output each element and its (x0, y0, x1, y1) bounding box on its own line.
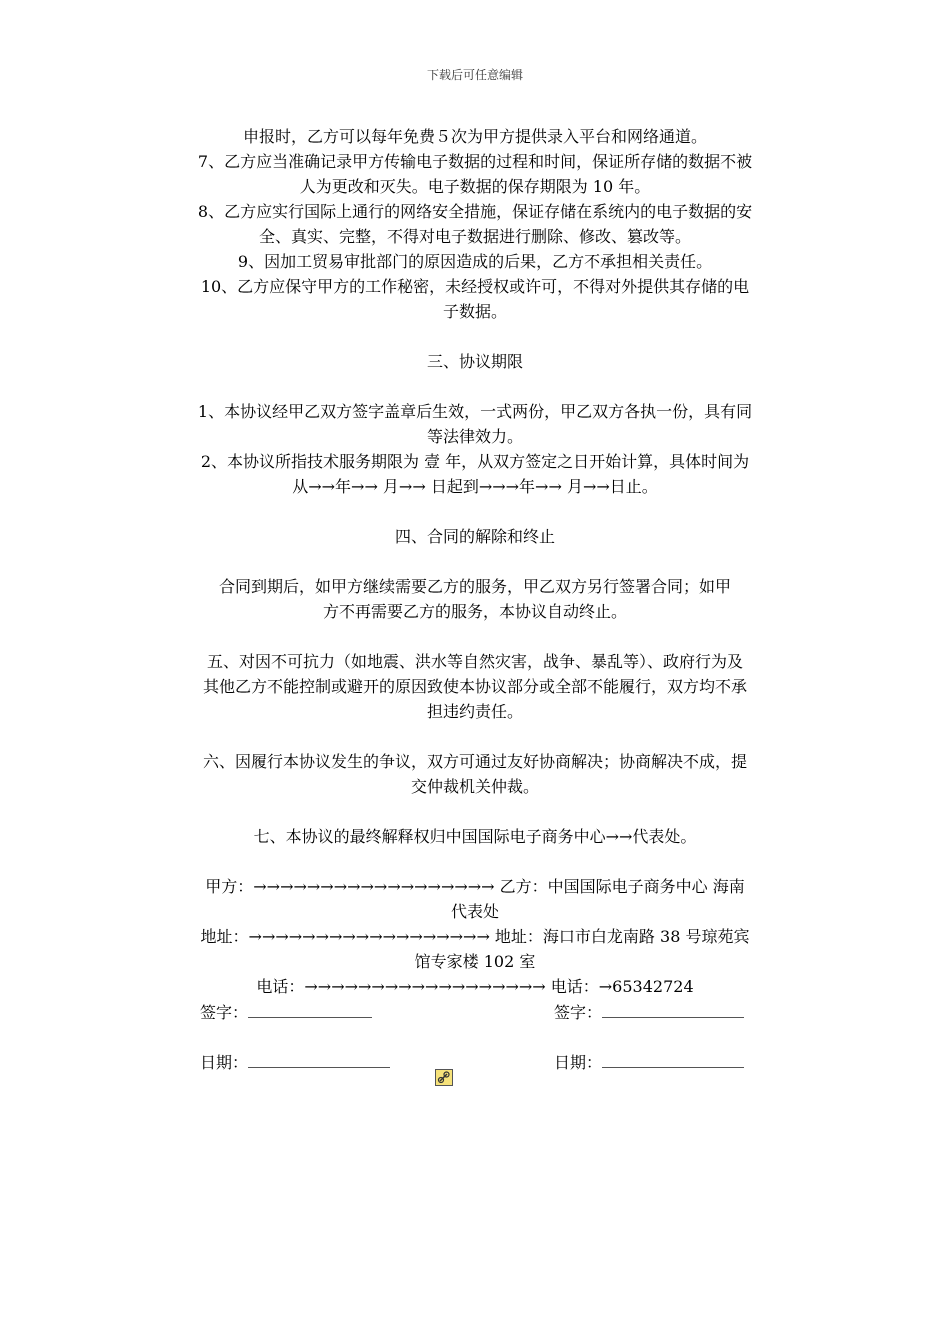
clause-6-tail: 申报时，乙方可以每年免费５次为甲方提供录入平台和网络通道。 (242, 127, 707, 146)
clause-10-line-2: 子数据。 (442, 302, 507, 321)
spacer (148, 624, 802, 649)
termination-line-1: 合同到期后，如甲方继续需要乙方的服务，甲乙双方另行签署合同；如甲 (218, 577, 731, 596)
signature-b (554, 999, 744, 1025)
spacer (148, 799, 802, 824)
term-clause-1-line-1: 1、本协议经甲乙双方签字盖章后生效，一式两份，甲乙双方各执一份，具有同 (197, 402, 753, 421)
party-line: 甲方：→→→→→→→→→→→→→→→→→→ 乙方：中国国际电子商务中心 海南 (205, 877, 745, 896)
clause-10-line-1: 10、乙方应保守甲方的工作秘密，未经授权或许可，不得对外提供其存储的电 (200, 277, 750, 296)
signature-a (200, 999, 372, 1025)
clause-7-line-1: 7、乙方应当准确记录甲方传输电子数据的过程和时间，保证所存储的数据不被 (197, 152, 753, 171)
date-a (200, 1049, 390, 1075)
date-b-label: 日期： (554, 1053, 603, 1072)
document-body (148, 124, 802, 1074)
interpretation-clause: 七、本协议的最终解释权归中国国际电子商务中心→→代表处。 (253, 827, 697, 846)
embedded-object-icon[interactable] (435, 1069, 453, 1086)
spacer (148, 1024, 802, 1049)
clause-8-line-1: 8、乙方应实行国际上通行的网络安全措施，保证存储在系统内的电子数据的安 (197, 202, 753, 221)
term-clause-1-line-2: 等法律效力。 (426, 427, 523, 446)
spacer (148, 724, 802, 749)
date-b (554, 1049, 744, 1075)
link-icon (436, 1070, 452, 1085)
termination-line-2: 方不再需要乙方的服务，本协议自动终止。 (322, 602, 627, 621)
dispute-line-1: 六、因履行本协议发生的争议，双方可通过友好协商解决；协商解决不成，提 (202, 752, 747, 771)
dispute-line-2: 交仲裁机关仲裁。 (410, 777, 539, 796)
party-line-2: 代表处 (450, 902, 499, 921)
section-3-title: 三、协议期限 (426, 352, 523, 371)
term-clause-2-line-2: 从→→年→→ 月→→ 日起到→→→年→→ 月→→日止。 (292, 477, 658, 496)
page-header: 下载后可任意编辑 (426, 68, 523, 82)
signature-row (148, 999, 802, 1024)
phone-line: 电话：→→→→→→→→→→→→→→→→→→ 电话：→65342724 (256, 977, 694, 996)
clause-8-line-2: 全、真实、完整，不得对电子数据进行删除、修改、篡改等。 (258, 227, 691, 246)
force-majeure-line-3: 担违约责任。 (426, 702, 523, 721)
spacer (148, 849, 802, 874)
signature-a-line[interactable] (248, 999, 372, 1018)
signature-a-label: 签字： (200, 1003, 249, 1022)
spacer (148, 374, 802, 399)
signature-b-label: 签字： (554, 1003, 603, 1022)
date-b-line[interactable] (602, 1049, 744, 1068)
date-row (148, 1049, 802, 1074)
spacer (148, 549, 802, 574)
clause-7-line-2: 人为更改和灭失。电子数据的保存期限为 10 年。 (299, 177, 651, 196)
spacer (148, 324, 802, 349)
section-4-title: 四、合同的解除和终止 (394, 527, 555, 546)
force-majeure-line-2: 其他乙方不能控制或避开的原因致使本协议部分或全部不能履行，双方均不承 (202, 677, 747, 696)
address-line-2: 馆专家楼 102 室 (414, 952, 536, 971)
clause-9: 9、因加工贸易审批部门的原因造成的后果，乙方不承担相关责任。 (237, 252, 713, 271)
term-clause-2-line-1: 2、本协议所指技术服务期限为 壹 年，从双方签定之日开始计算，具体时间为 (200, 452, 750, 471)
signature-b-line[interactable] (602, 999, 744, 1018)
date-a-line[interactable] (248, 1049, 390, 1068)
force-majeure-line-1: 五、对因不可抗力（如地震、洪水等自然灾害，战争、暴乱等）、政府行为及 (206, 652, 743, 671)
spacer (148, 499, 802, 524)
date-a-label: 日期： (200, 1053, 249, 1072)
address-line: 地址：→→→→→→→→→→→→→→→→→→ 地址：海口市白龙南路 38 号琼苑宾 (200, 927, 750, 946)
